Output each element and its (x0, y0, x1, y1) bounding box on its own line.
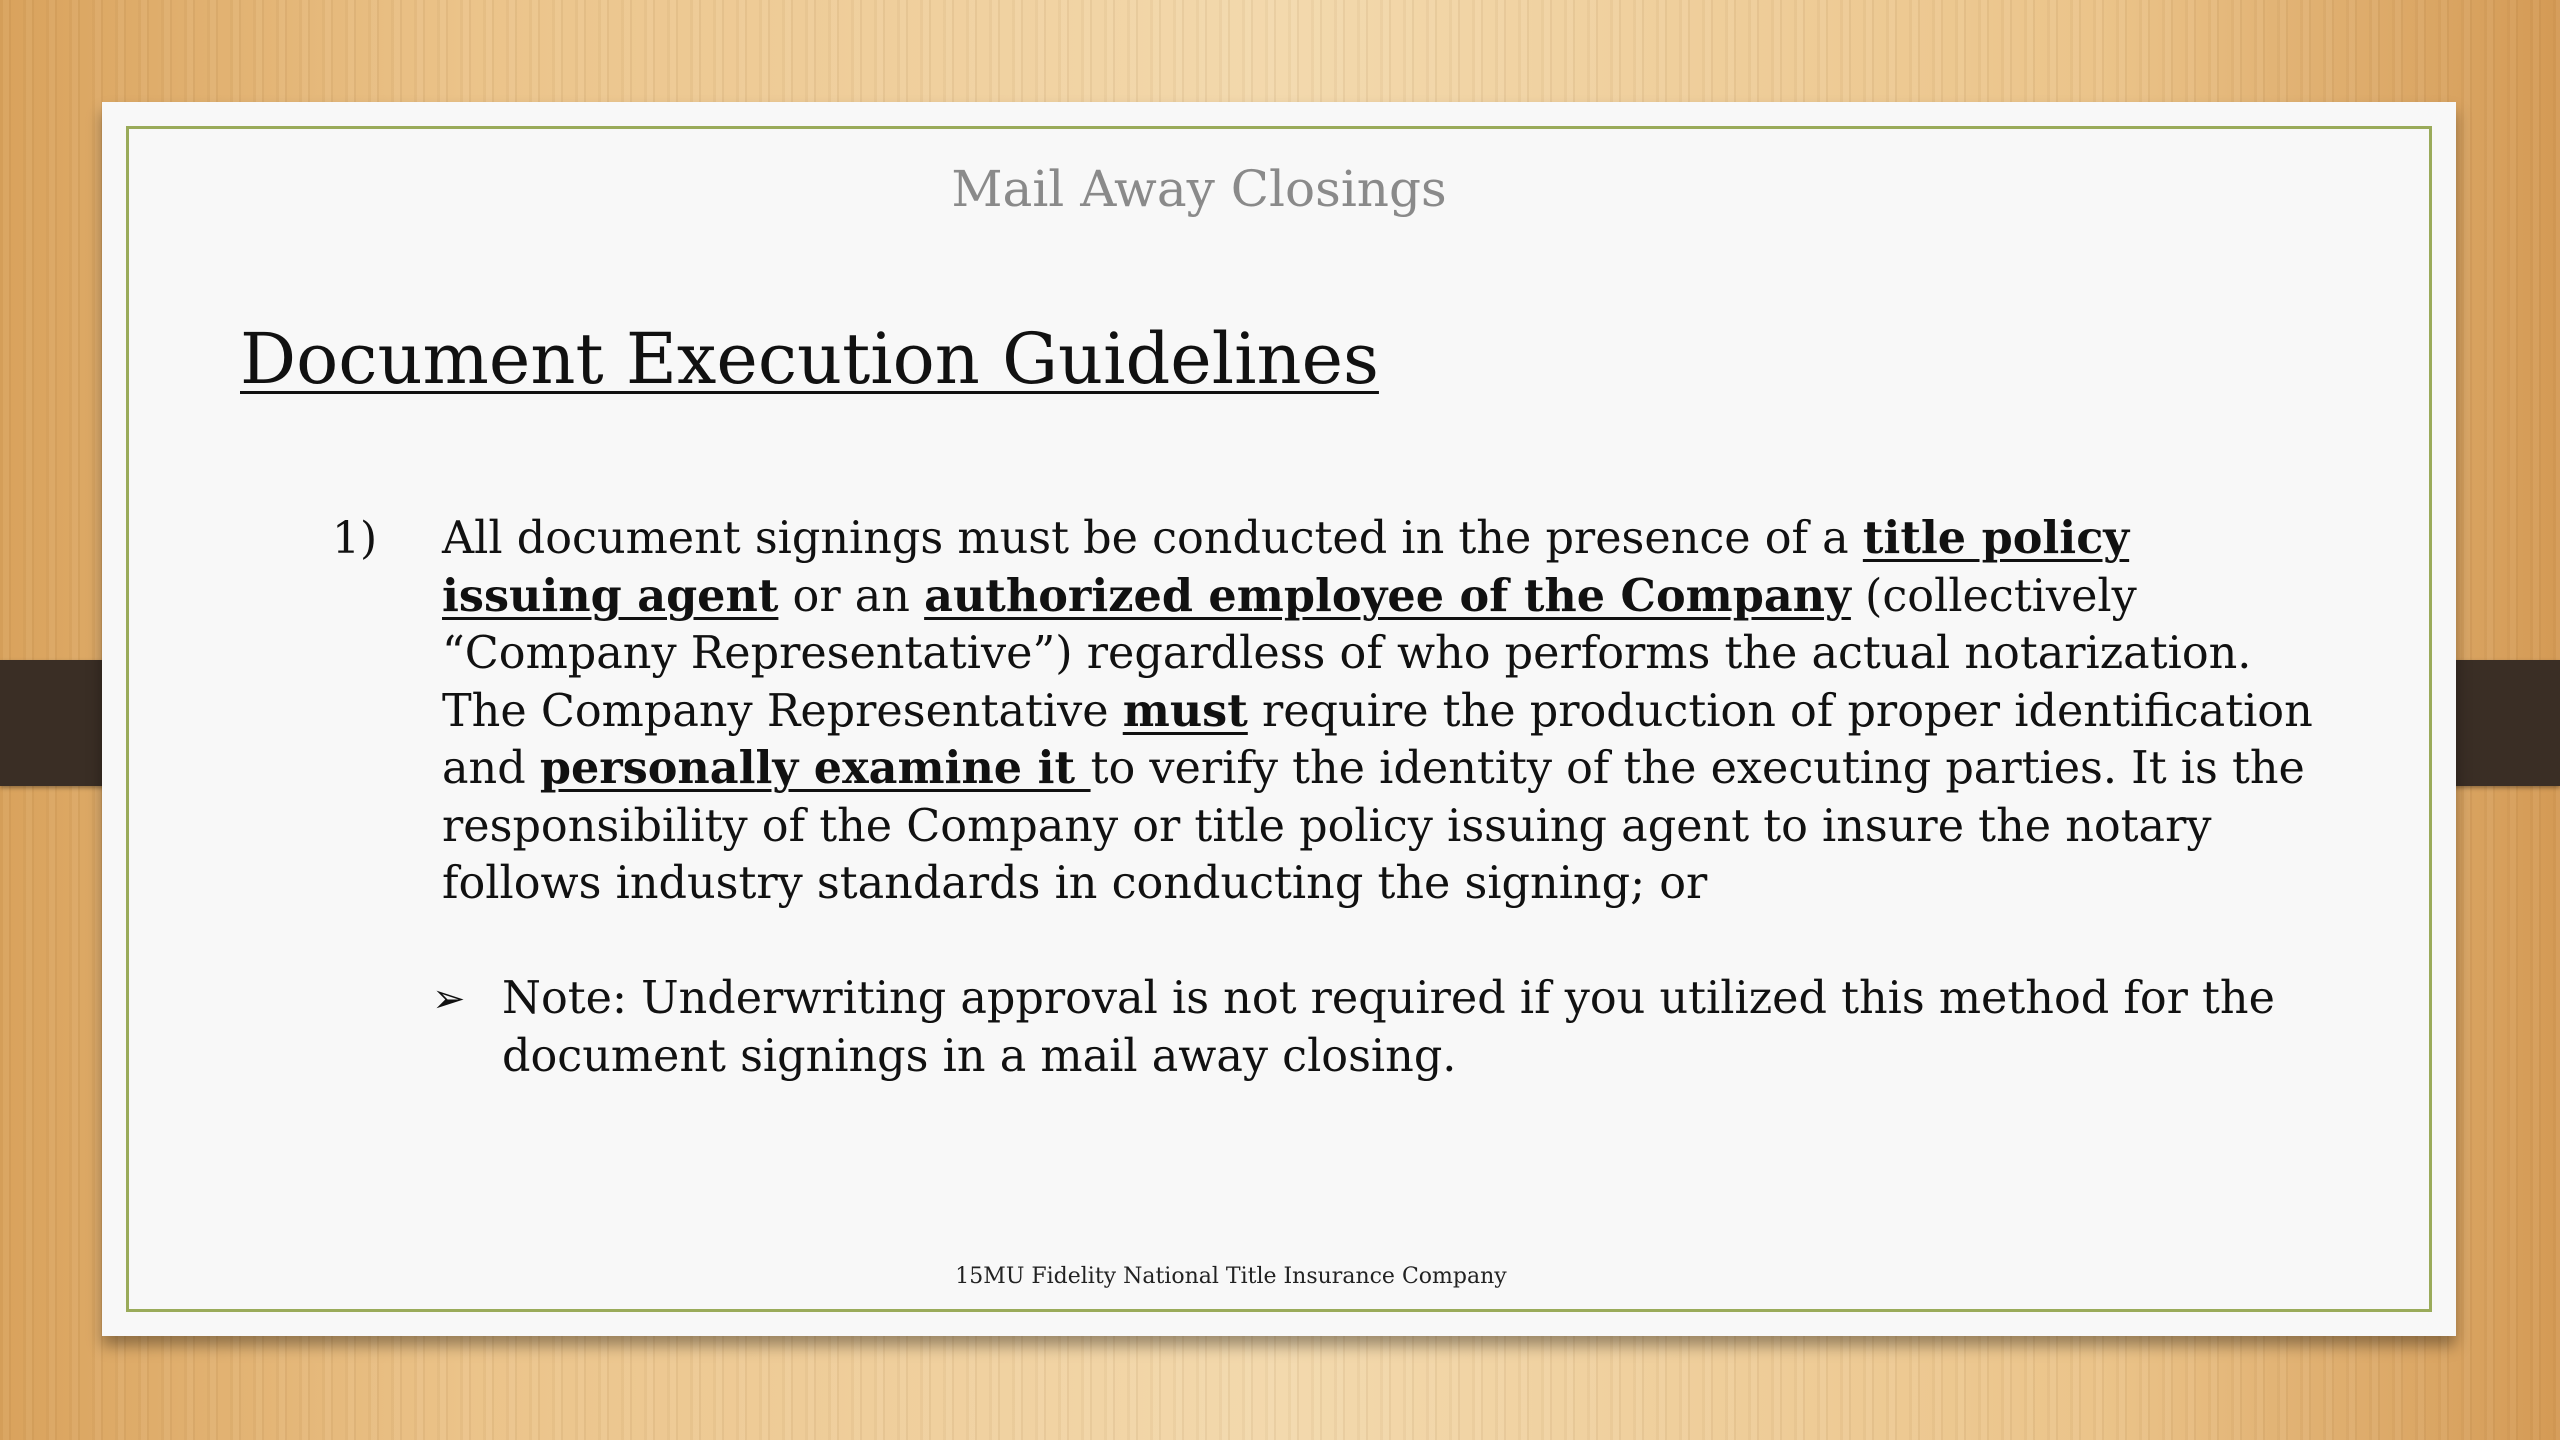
slide-subtitle: Mail Away Closings (951, 160, 1447, 218)
item-segment: to verify the identity of the executing parties. It is the responsibility of the Company or title policy issuing agent to insure the notary follows industry standards in conducting the signing; or (442, 743, 2305, 909)
item-segment: or an (778, 570, 925, 622)
item-segment: (collectively “Company Representative”) regardless of who performs the actual notarization. The Company Representative (442, 570, 2252, 737)
item-segment: All document signings must be conducted in the presence of a (442, 513, 1863, 564)
item-number: 1) (332, 513, 378, 564)
emphasized-term: title policy issuing agent (442, 512, 2130, 622)
item-segment: require the production of proper identification and (442, 685, 2313, 794)
note-text: Note: Underwriting approval is not required if you utilized this method for the document signings in a mail away closing. (502, 973, 2275, 1082)
slide-footer: 15MU Fidelity National Title Insurance Company (955, 1264, 1507, 1289)
arrow-bullet-icon: ➢ (432, 976, 466, 1022)
item-text (442, 510, 2322, 913)
emphasized-term: must (1122, 684, 1248, 737)
slide-canvas (102, 102, 2456, 1336)
emphasized-term: authorized employee of the Company (924, 569, 1851, 622)
slide-heading: Document Execution Guidelines (240, 318, 1379, 400)
emphasized-term: personally examine it (539, 742, 1091, 794)
